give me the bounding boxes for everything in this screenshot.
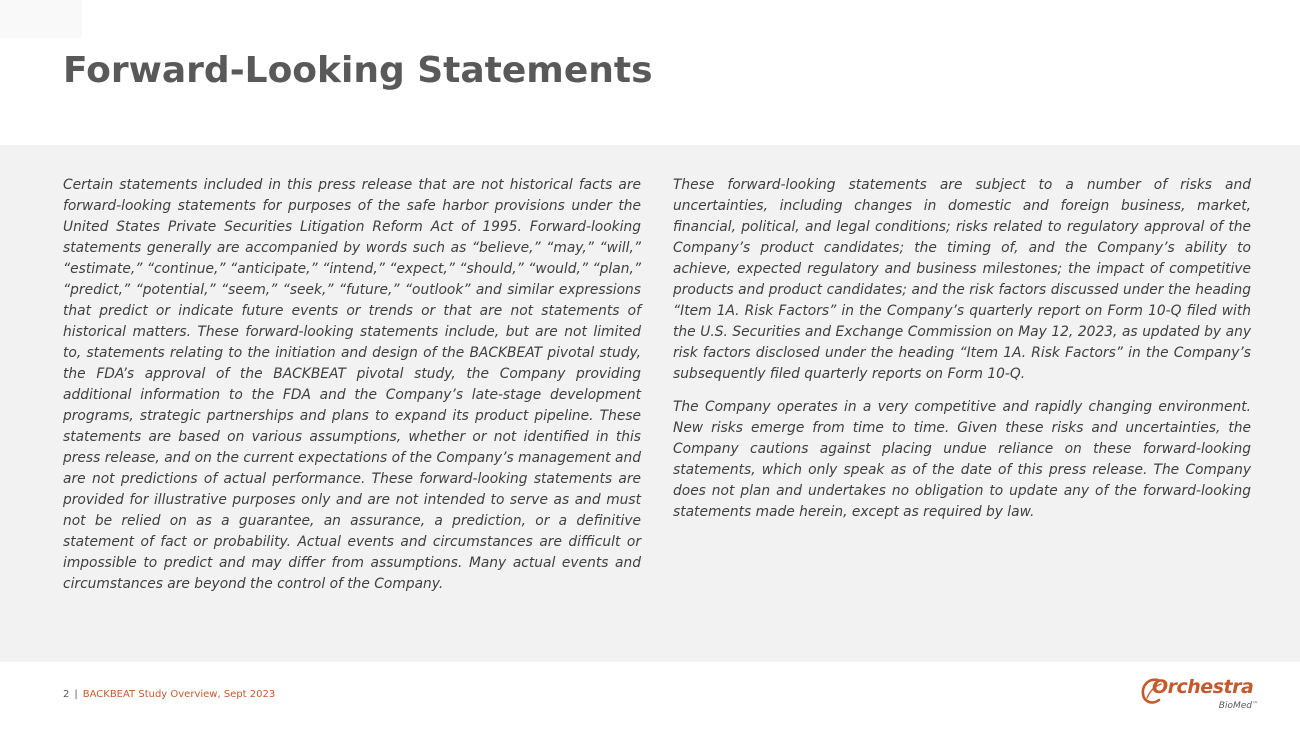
corner-mark [0,0,82,38]
logo-subtitle [1219,701,1258,711]
left-column [63,175,641,595]
logo-trademark: ™ [1252,701,1258,708]
right-paragraph-risks: These forward-looking statements are subject to a number of risks and uncertainties, including changes in domestic and foreign business, market, financial, political, and legal conditions; risks related to regulatory approval of the Company’s product candidates; the timing of, and the Company’s ability to achieve, expected regulatory and business milestones; the impact of competitive products and product candidates; and the risk factors discussed under the heading “Item 1A. Risk Factors” in the Company’s quarterly report on Form 10-Q filed with the U.S. Securities and Exchange Commission on May 12, 2023, as updated by any risk factors disclosed under the heading “Item 1A. Risk Factors” in the Company’s subsequently filed quarterly reports on Form 10-Q. [673,177,1251,382]
right-column [673,175,1251,523]
orchestra-biomed-logo [1140,676,1262,716]
logo-wordmark: Orchestra [1152,676,1254,698]
content-panel [0,145,1300,662]
logo-subtitle-text: BioMed [1218,701,1252,711]
footer-separator: | [74,689,78,700]
page-number: 2 [63,689,70,700]
right-paragraph-environment: The Company operates in a very competitive and rapidly changing environment. New risks emerge from time to time. Given these risks and uncertainties, the Company cautions against placing undue reliance on these forward-looking statements, which only speak as of the date of this press release. The Company does not plan and undertakes no obligation to update any of the forward-looking statements made herein, except as required by law. [673,399,1251,520]
footer-study-label: BACKBEAT Study Overview, Sept 2023 [82,689,276,700]
footer [63,689,275,700]
slide-title: Forward-Looking Statements [63,50,653,91]
left-paragraph: Certain statements included in this press release that are not historical facts are forward-looking statements for purposes of the safe harbor provisions under the United States Private Securities Litigation Reform Act of 1995. Forward-looking statements generally are accompanied by words such as “believe,” “may,” “will,” “estimate,” “continue,” “anticipate,” “intend,” “expect,” “should,” “would,” “plan,” “predict,” “potential,” “seem,” “seek,” “future,” “outlook” and similar expressions that predict or indicate future events or trends or that are not statements of historical matters. These forward-looking statements include, but are not limited to, statements relating to the initiation and design of the BACKBEAT pivotal study, the FDA’s approval of the BACKBEAT pivotal study, the Company providing additional information to the FDA and the Company’s late-stage development programs, strategic partnerships and plans to expand its product pipeline. These statements are based on various assumptions, whether or not identified in this press release, and on the current expectations of the Company’s management and are not predictions of actual performance. These forward-looking statements are provided for illustrative purposes only and are not intended to serve as and must not be relied on as a guarantee, an assurance, a prediction, or a definitive statement of fact or probability. Actual events and circumstances are difficult or impossible to predict and may differ from assumptions. Many actual events and circumstances are beyond the control of the Company. [63,177,641,592]
